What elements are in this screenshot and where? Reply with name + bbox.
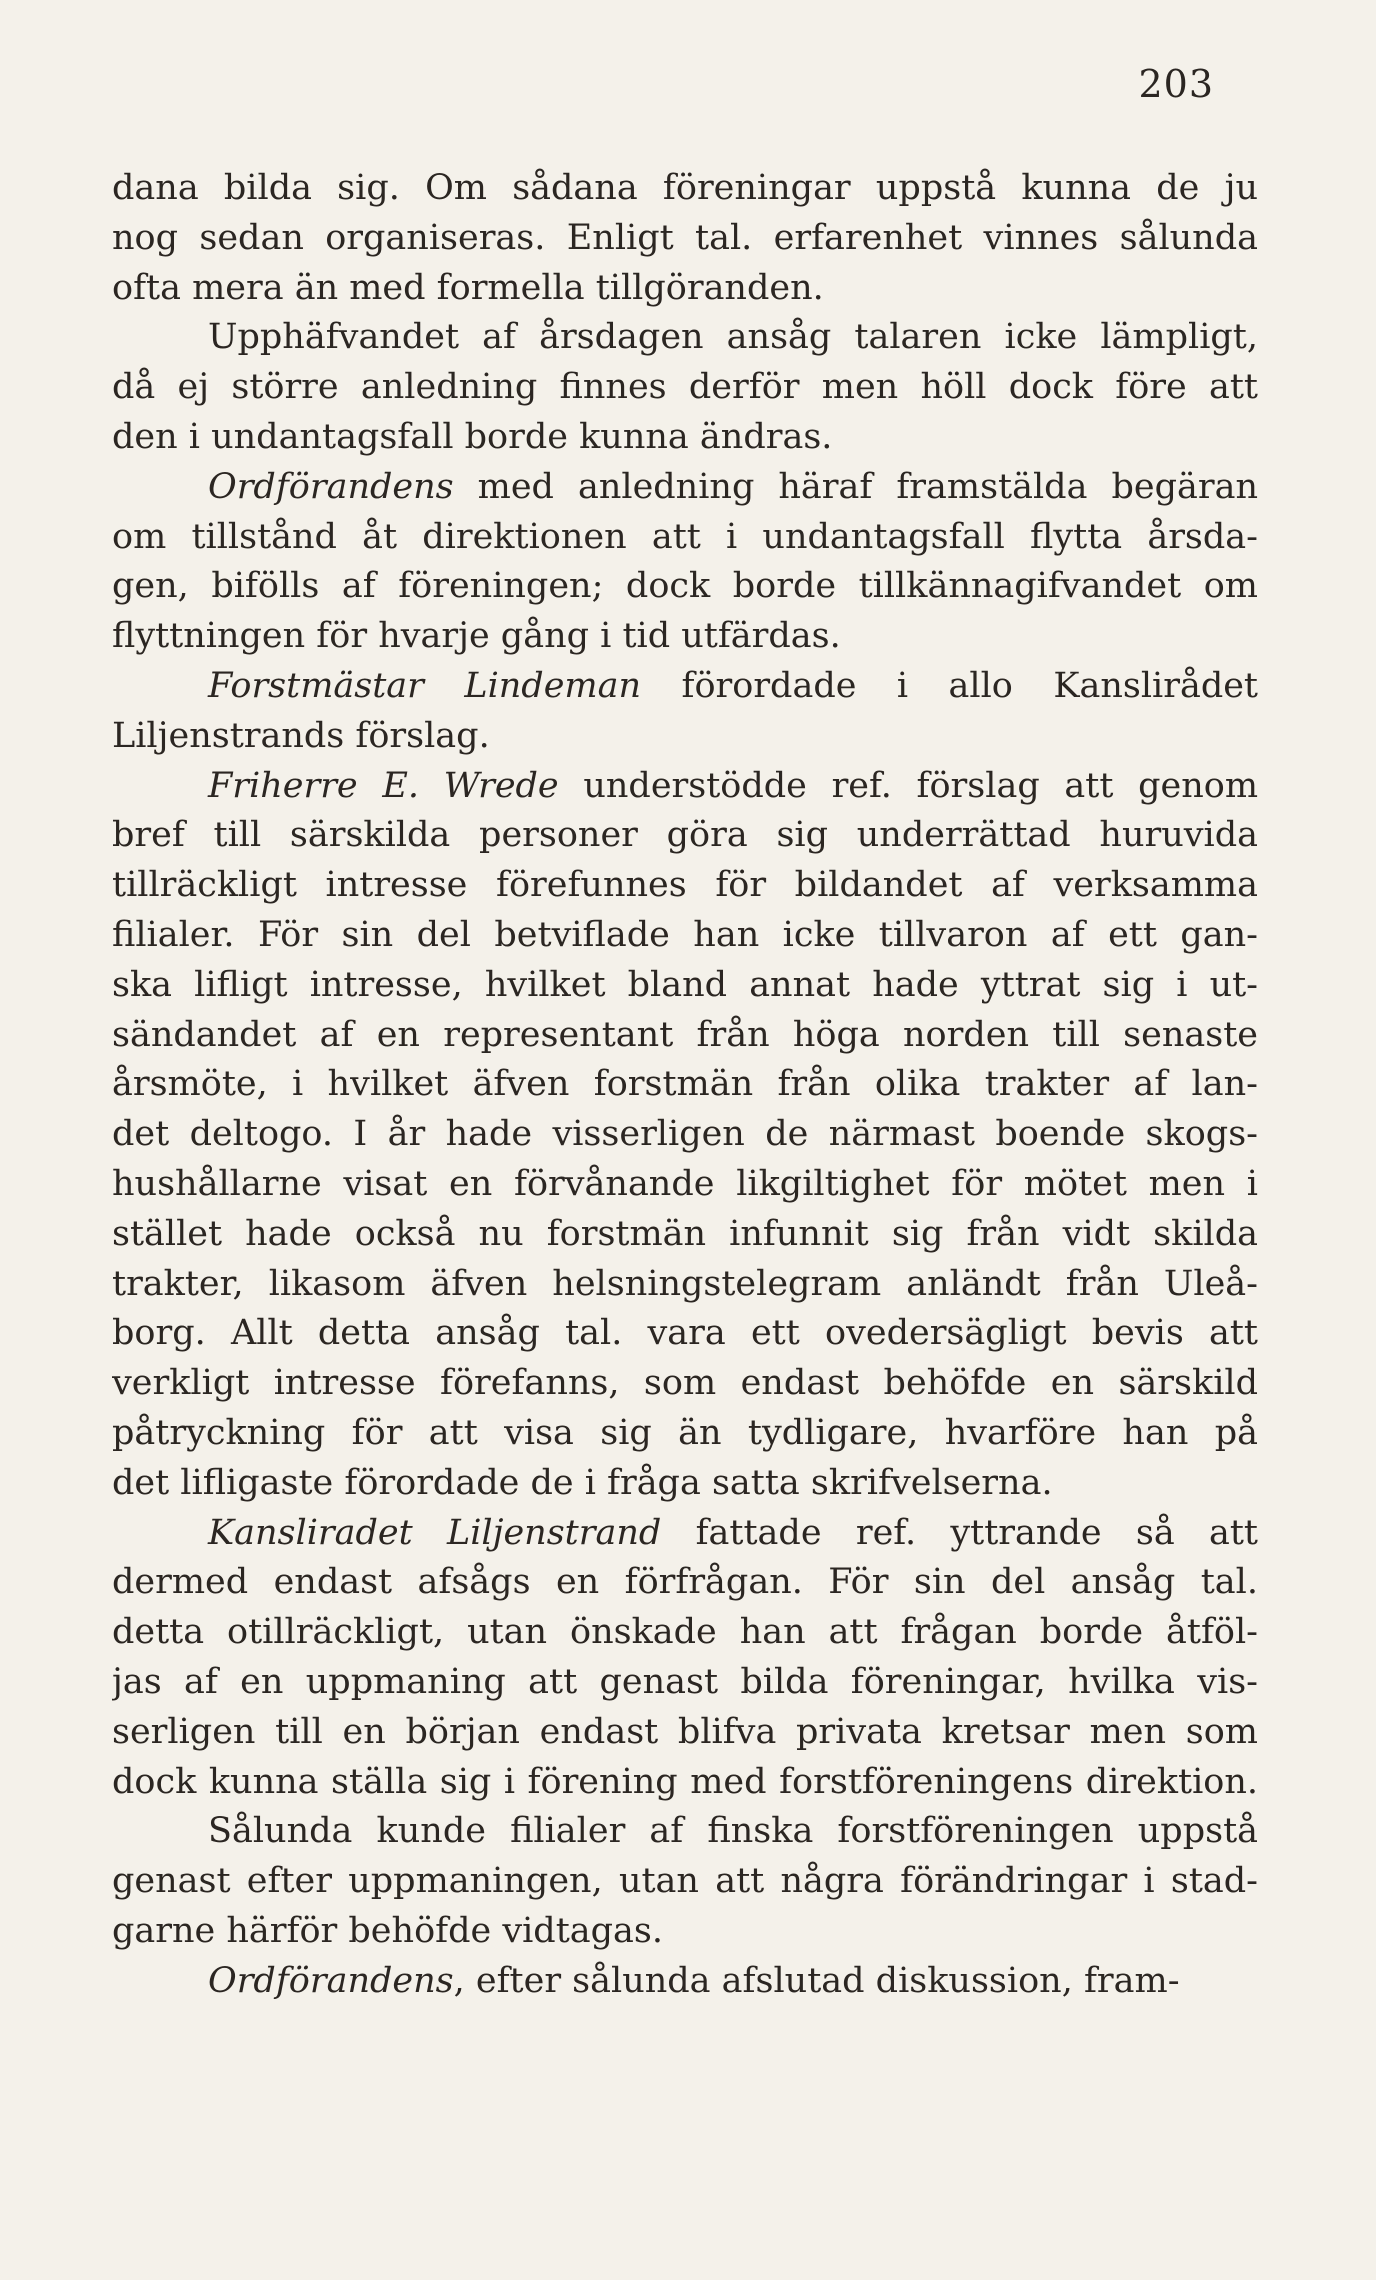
line-text: stället hade också nu forstmän infunnit sig från vidt skilda [112,1213,1258,1254]
text-line [112,911,1258,961]
text-line [112,1558,1258,1608]
text-line [112,1708,1258,1758]
text-line [112,1509,1258,1559]
text-line [112,513,1258,563]
line-text: Upphäfvandet af årsdagen ansåg talaren icke lämpligt, [208,317,1258,358]
line-text: det lifligaste förordade de i fråga satta skrifvelserna. [112,1462,1053,1503]
text-line [112,1658,1258,1708]
line-text: årsmöte, i hvilket äfven forstmän från olika trakter af lan- [112,1064,1258,1105]
text-line [112,562,1258,612]
text-line [112,1459,1258,1509]
line-text: hushållarne visat en förvånande likgiltighet för mötet men i [112,1163,1258,1204]
line-text: genast efter uppmaningen, utan att några förändringar i stad- [112,1861,1258,1902]
line-text: ska lifligt intresse, hvilket bland annat hade yttrat sig i ut- [112,964,1258,1005]
text-line [112,313,1258,363]
line-text: , efter sålunda afslutad diskussion, fram- [453,1960,1180,2001]
text-line [112,1359,1258,1409]
text-line [112,1210,1258,1260]
line-text: dock kunna ställa sig i förening med forstföreningens direktion. [112,1761,1258,1802]
line-text: dana bilda sig. Om sådana föreningar uppstå kunna de ju [112,168,1258,208]
text-line [112,1907,1258,1957]
line-text: om tillstånd åt direktionen att i undantagsfall flytta årsda- [112,516,1258,557]
text-line [112,214,1258,264]
line-text: påtryckning för att visa sig än tydligare, hvarföre han på [112,1412,1258,1453]
line-text: tillräckligt intresse förefunnes för bildandet af verksamma [112,865,1258,906]
text-line [112,1309,1258,1359]
text-line [112,1957,1258,2007]
body-text [112,164,1258,2006]
line-text: fattade ref. yttrande så att [661,1512,1258,1553]
text-line [112,1110,1258,1160]
text-line [112,1758,1258,1808]
line-text: nog sedan organiseras. Enligt tal. erfarenhet vinnes sålunda [112,217,1258,258]
text-line [112,811,1258,861]
line-text: det deltogo. I år hade visserligen de närmast boende skogs- [112,1114,1258,1155]
text-line [112,861,1258,911]
speaker-name: Ordförandens [208,1960,454,2001]
text-line [112,1857,1258,1907]
line-text: garne härför behöfde vidtagas. [112,1910,663,1951]
text-line [112,662,1258,712]
text-line [112,1807,1258,1857]
line-text: trakter, likasom äfven helsningstelegram anländt från Uleå- [112,1263,1258,1304]
speaker-name: Forstmästar Lindeman [208,665,642,706]
line-text: bref till särskilda personer göra sig underrättad huruvida [112,815,1258,856]
line-text: ofta mera än med formella tillgöranden. [112,267,824,308]
text-line [112,1160,1258,1210]
speaker-name: Kansliradet Liljenstrand [208,1512,662,1553]
text-line [112,961,1258,1011]
line-text: gen, bifölls af föreningen; dock borde tillkännagifvandet om [112,566,1258,607]
text-line [112,612,1258,662]
line-text: med anledning häraf framstälda begäran [453,466,1258,507]
speaker-name: Friherre E. Wrede [208,765,559,806]
text-line [112,264,1258,314]
speaker-name: Ordförandens [208,466,454,507]
text-line [112,1060,1258,1110]
text-line [112,164,1258,214]
line-text: den i undantagsfall borde kunna ändras. [112,416,833,457]
text-line [112,1409,1258,1459]
line-text: Sålunda kunde filialer af finska forstföreningen uppstå [208,1811,1258,1852]
line-text: flyttningen för hvarje gång i tid utfärdas. [112,616,841,657]
line-text: sändandet af en representant från höga norden till senaste [112,1014,1258,1055]
text-line [112,463,1258,513]
line-text: förordade i allo Kanslirådet [641,665,1258,706]
text-line [112,712,1258,762]
line-text: detta otillräckligt, utan önskade han att frågan borde åtföl- [112,1612,1258,1653]
line-text: dermed endast afsågs en förfrågan. För sin del ansåg tal. [112,1562,1258,1603]
text-line [112,363,1258,413]
line-text: borg. Allt detta ansåg tal. vara ett ovedersägligt bevis att [112,1313,1258,1354]
line-text: understödde ref. förslag att genom [558,765,1258,806]
line-text: då ej större anledning finnes derför men höll dock före att [112,367,1258,408]
text-line [112,1011,1258,1061]
text-line [112,413,1258,463]
line-text: jas af en uppmaning att genast bilda föreningar, hvilka vis- [112,1661,1258,1702]
line-text: filialer. För sin del betviflade han icke tillvaron af ett gan- [112,914,1258,955]
text-line [112,1260,1258,1310]
line-text: Liljenstrands förslag. [112,715,490,756]
page-number: 203 [1138,62,1214,106]
text-line [112,1608,1258,1658]
line-text: serligen till en början endast blifva privata kretsar men som [112,1711,1258,1752]
line-text: verkligt intresse förefanns, som endast behöfde en särskild [112,1363,1258,1404]
text-line [112,762,1258,812]
